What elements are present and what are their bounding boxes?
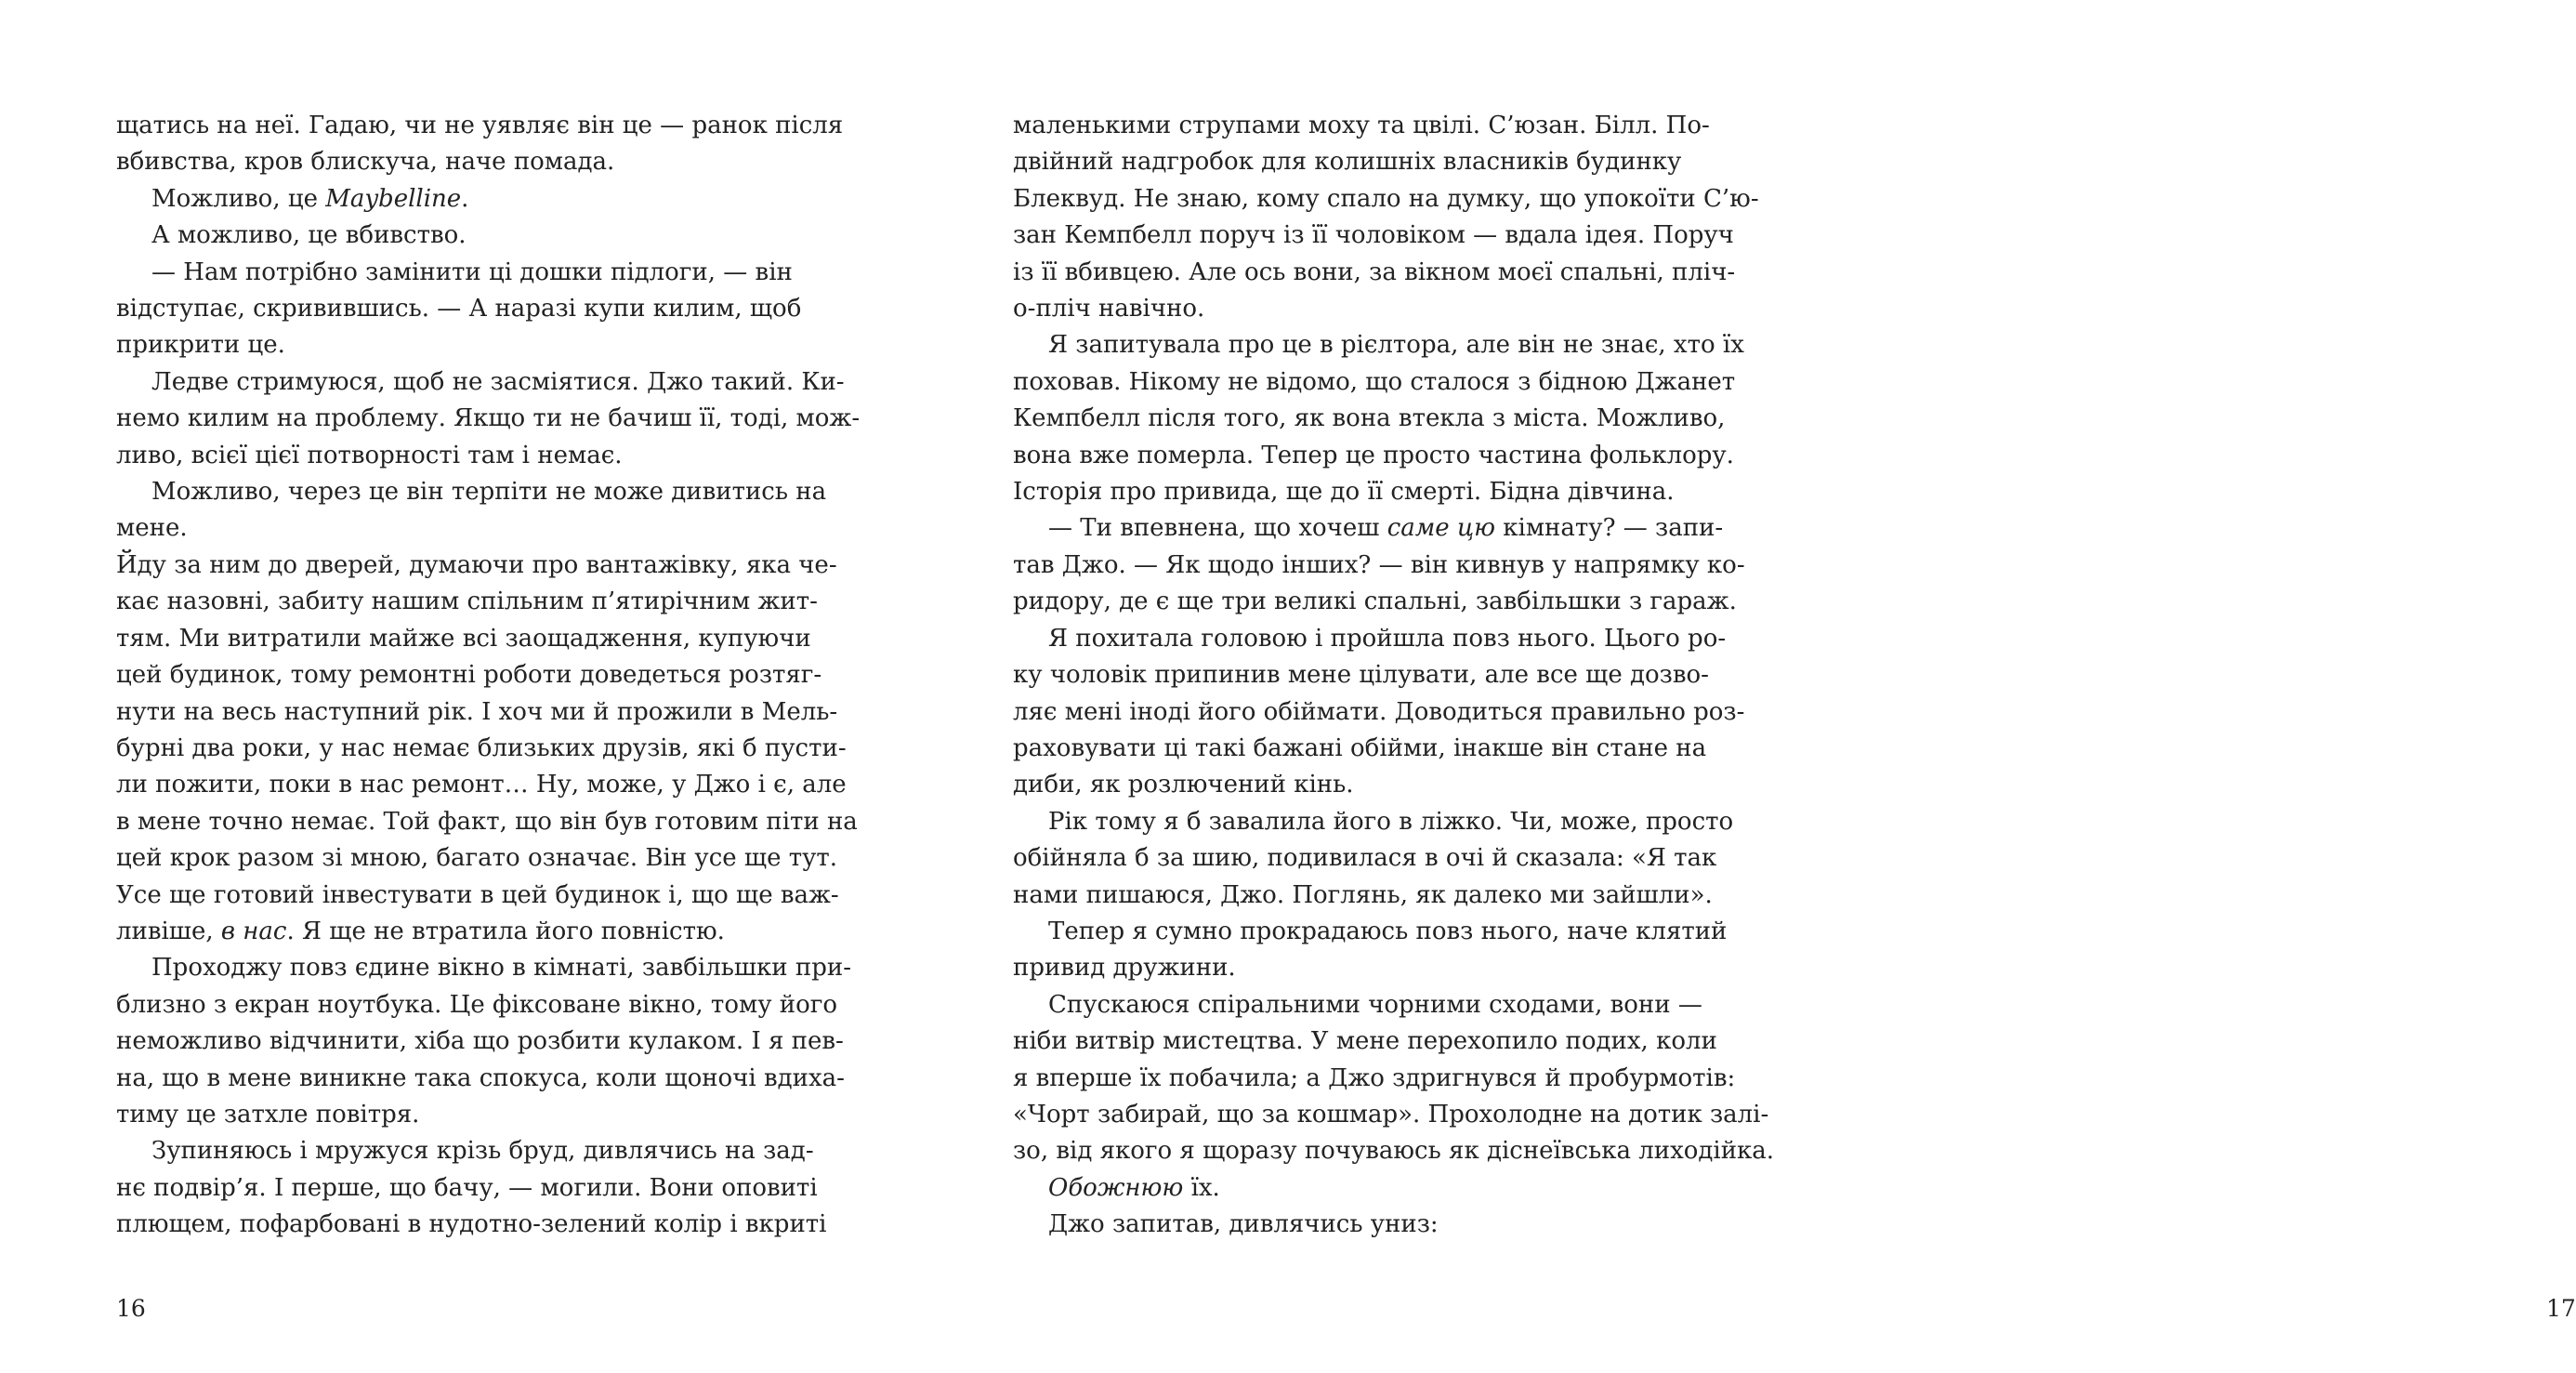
emphasis-text: в нас [220, 917, 287, 945]
text-line: Рік тому я б завалила його в ліжко. Чи, може, просто [1048, 807, 1734, 836]
text-line: — Ти впевнена, що хочеш саме цю кімнату? — запи- [1048, 514, 1724, 543]
text-line: відступає, скривившись. — А наразі купи килим, щоб [116, 295, 802, 323]
text-after-emphasis: кімнату? — запи- [1495, 514, 1724, 543]
text-after-emphasis: . [461, 184, 469, 213]
text-line: Історія про привида, ще до її смерті. Бідна дівчина. [1013, 478, 1675, 507]
text-line: «Чорт забирай, що за кошмар». Прохолодне на дотик залі- [1013, 1100, 1769, 1129]
text-line: о-пліч навічно. [1013, 295, 1205, 323]
text-line: плющем, пофарбовані в нудотно-зелений колір і вкриті [116, 1210, 827, 1239]
text-line: тав Джо. — Як щодо інших? — він кивнув у напрямку ко- [1013, 550, 1745, 579]
left-page-number: 16 [116, 1295, 146, 1322]
text-line: нє подвір’я. І перше, що бачу, — могили. Вони оповиті [116, 1173, 818, 1202]
text-line: щатись на неї. Гадаю, чи не уявляє він це — ранок після [116, 112, 844, 139]
text-line: Блеквуд. Не знаю, кому спало на думку, що упокоїти С’ю- [1013, 184, 1759, 213]
text-line: кає назовні, забиту нашим спільним п’ятирічним жит- [116, 587, 818, 616]
text-line: я вперше їх побачила; а Джо здригнувся й пробурмотів: [1013, 1063, 1736, 1092]
text-line: ридору, де є ще три великі спальні, завбільшки з гараж. [1013, 587, 1737, 616]
text-line: ливо, всієї цієї потворності там і немає. [116, 441, 623, 469]
text-line: Можливо, через це він терпіти не може дивитись на [151, 478, 827, 507]
right-page-number: 17 [2546, 1295, 2576, 1322]
text-line: вбивства, кров блискуча, наче помада. [116, 148, 615, 177]
text-line: цей крок разом зі мною, багато означає. Він усе ще тут. [116, 844, 838, 873]
text-line: на, що в мене виникне така спокуса, коли щоночі вдиха- [116, 1063, 845, 1092]
text-line: Джо запитав, дивлячись униз: [1048, 1210, 1439, 1239]
text-line: вона вже померла. Тепер це просто частина фольклору. [1013, 441, 1734, 469]
text-line: ку чоловік припинив мене цілувати, але все ще дозво- [1013, 661, 1709, 690]
text-line: Зупиняюсь і мружуся крізь бруд, дивлячись на зад- [151, 1137, 814, 1166]
text-line: Я похитала головою і пройшла повз нього. Цього ро- [1048, 624, 1727, 653]
text-line: близно з екран ноутбука. Це фіксоване вікно, тому його [116, 990, 838, 1019]
text-line: в мене точно немає. Той факт, що він був готовим піти на [116, 807, 858, 836]
text-line: зан Кемпбелл поруч із її чоловіком — вдала ідея. Поруч [1013, 221, 1734, 250]
text-line: А можливо, це вбивство. [151, 221, 467, 250]
text-line: — Нам потрібно замінити ці дошки підлоги, — він [151, 257, 793, 286]
text-line: Ледве стримуюся, щоб не засміятися. Джо такий. Ки- [151, 367, 845, 396]
left-page-body-text [116, 108, 861, 1244]
text-line: маленькими струпами моху та цвілі. С’юзан. Білл. По- [1013, 112, 1710, 139]
emphasis-text: Maybelline [325, 184, 462, 213]
left-page [0, 0, 892, 1373]
emphasis-text: Обожнюю [1048, 1173, 1184, 1202]
text-line: немо килим на проблему. Якщо ти не бачиш її, тоді, мож- [116, 404, 861, 433]
text-line: Я запитувала про це в рієлтора, але він не знає, хто їх [1048, 331, 1744, 360]
text-after-emphasis: . Я ще не втратила його повністю. [286, 917, 725, 945]
text-line: цей будинок, тому ремонтні роботи доведеться розтяг- [116, 661, 822, 690]
text-line: тиму це затхле повітря. [116, 1100, 420, 1129]
text-line: із її вбивцею. Але ось вони, за вікном моєї спальні, пліч- [1013, 257, 1736, 286]
text-line: мене. [116, 514, 188, 543]
text-line: ніби витвір мистецтва. У мене перехопило подих, коли [1013, 1027, 1717, 1056]
text-line: обійняла б за шию, подивилася в очі й сказала: «Я так [1013, 844, 1717, 873]
text-line: ливіше, в нас. Я ще не втратила його повністю. [116, 917, 725, 945]
text-line: зо, від якого я щоразу почуваюсь як діснеївська лиходійка. [1013, 1137, 1775, 1166]
text-line: поховав. Нікому не відомо, що сталося з бідною Джанет [1013, 367, 1736, 396]
text-line: неможливо відчинити, хіба що розбити кулаком. І я пев- [116, 1027, 844, 1056]
text-line: Тепер я сумно прокрадаюсь повз нього, наче клятий [1048, 917, 1728, 945]
right-page [892, 0, 2576, 1373]
emphasis-text: саме цю [1387, 514, 1495, 543]
text-line: Усе ще готовий інвестувати в цей будинок і, що ще важ- [116, 880, 839, 909]
text-line: ляє мені іноді його обіймати. Доводиться правильно роз- [1013, 697, 1745, 726]
text-line: ли пожити, поки в нас ремонт… Ну, може, у Джо і є, але [116, 771, 847, 799]
text-line: Можливо, це Maybelline. [151, 184, 469, 213]
text-line: нами пишаюся, Джо. Поглянь, як далеко ми зайшли». [1013, 880, 1713, 909]
text-line: Кемпбелл після того, як вона втекла з міста. Можливо, [1013, 404, 1726, 433]
text-line: привид дружини. [1013, 954, 1236, 983]
right-page-body-text [1013, 108, 1775, 1244]
text-line: нути на весь наступний рік. І хоч ми й прожили в Мель- [116, 697, 838, 726]
text-line: тям. Ми витратили майже всі заощадження, купуючи [116, 624, 811, 653]
text-line: диби, як розлючений кінь. [1013, 771, 1354, 799]
text-line: раховувати ці такі бажані обійми, інакше він стане на [1013, 733, 1707, 762]
text-line: двійний надгробок для колишніх власників будинку [1013, 148, 1682, 177]
text-line: прикрити це. [116, 331, 285, 360]
text-after-emphasis: їх. [1183, 1173, 1220, 1202]
text-line: бурні два роки, у нас немає близьких друзів, які б пусти- [116, 733, 847, 762]
text-line: Проходжу повз єдине вікно в кімнаті, завбільшки при- [151, 954, 851, 983]
text-line: Спускаюся спіральними чорними сходами, вони — [1048, 990, 1702, 1019]
text-line: Йду за ним до дверей, думаючи про вантажівку, яка че- [116, 550, 837, 579]
text-line [1013, 1170, 1680, 1207]
